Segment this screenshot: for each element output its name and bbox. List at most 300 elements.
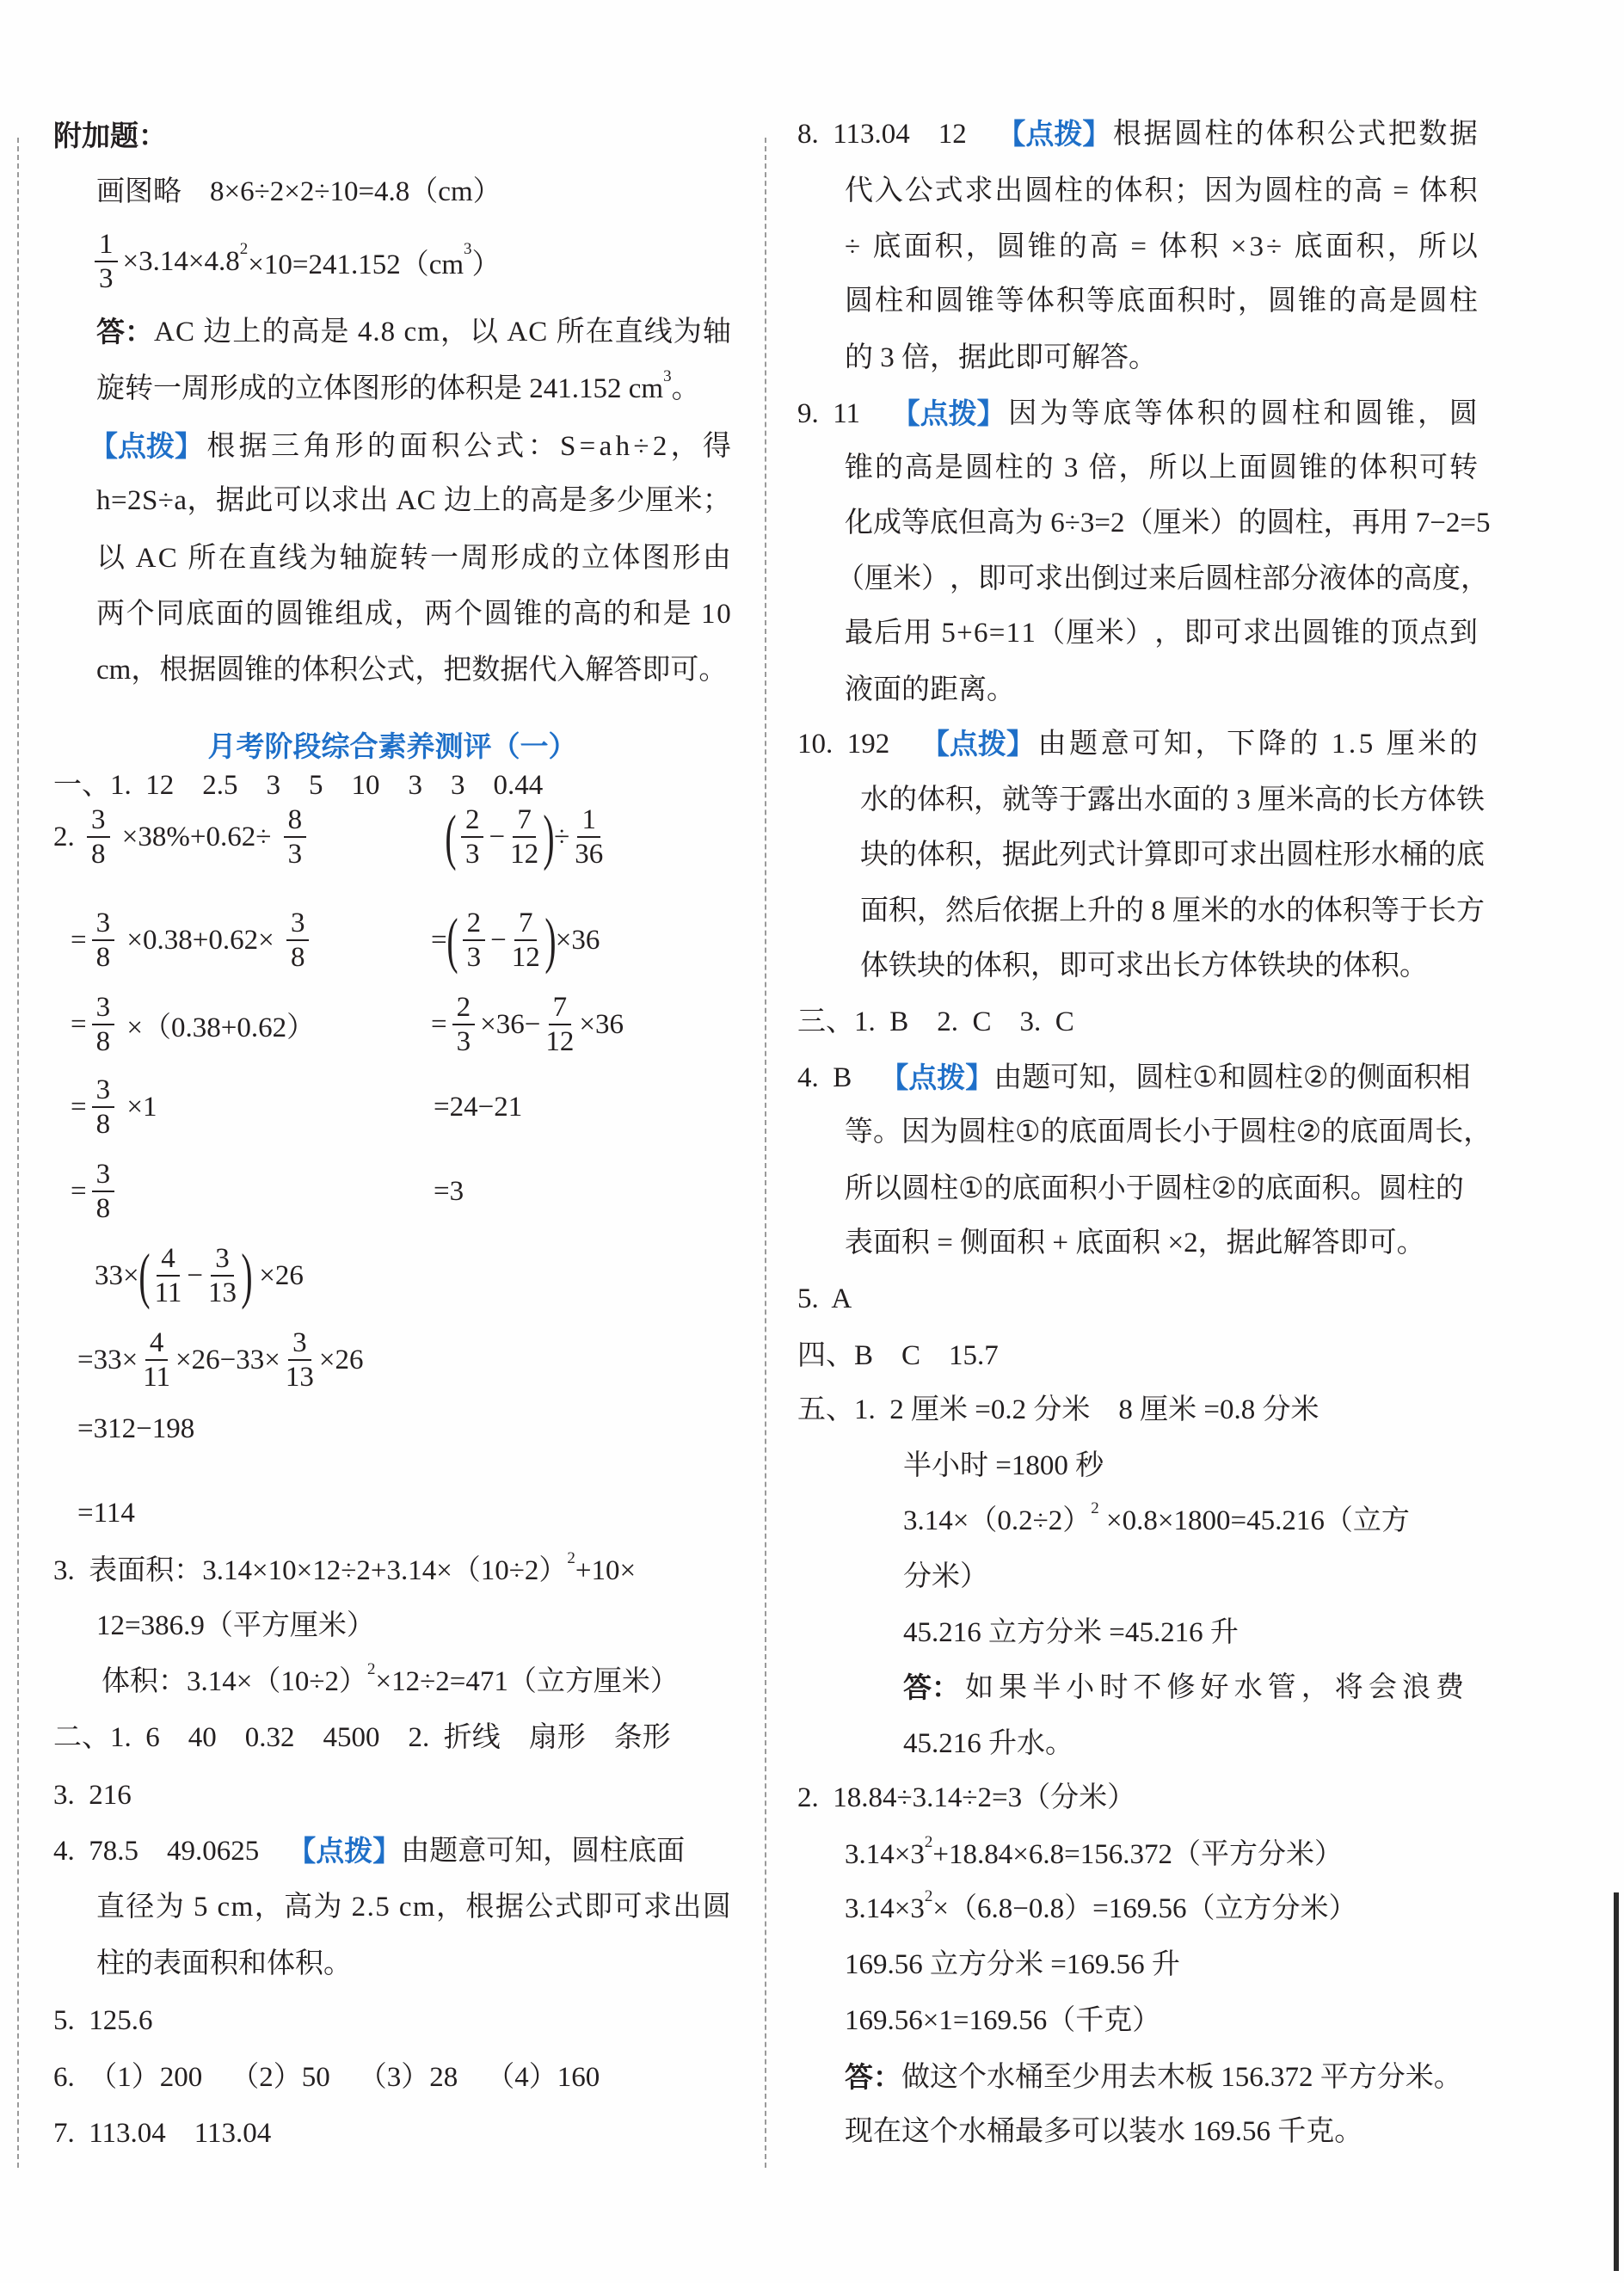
text-char: 柱 [1406, 1173, 1436, 1204]
numerator: 7 [513, 803, 536, 838]
bold-label: 答： [903, 1671, 960, 1703]
part2-q4-cont [96, 1888, 731, 1926]
text-char: ， [1387, 231, 1416, 262]
text-segment: 三、1. B 2. C 3. C [797, 1006, 1074, 1037]
text-char: 高 [1358, 286, 1387, 317]
part5-q1-cont [903, 1499, 1410, 1540]
text-char: 直 [96, 1892, 125, 1923]
denominator: 13 [208, 1277, 237, 1308]
text-char: 的 [1343, 785, 1371, 815]
text-char [350, 313, 357, 351]
fraction [143, 1326, 170, 1394]
superscript: 2 [924, 1833, 933, 1851]
fraction [92, 907, 115, 974]
text-char: 直 [248, 543, 277, 574]
text-char: 用 [1380, 508, 1409, 538]
q8-cont [845, 339, 1157, 377]
text-char: 圆 [958, 1117, 987, 1148]
line-content [53, 1832, 685, 1870]
text-char: ， [1418, 398, 1447, 429]
text-char: 来 [1148, 563, 1177, 594]
text-char: C [416, 485, 436, 516]
text-char [343, 1888, 350, 1926]
fraction [95, 228, 118, 295]
denominator: 8 [95, 1026, 111, 1057]
text-char: C [175, 317, 194, 348]
text-char: 厘 [1172, 895, 1201, 926]
text-segment: =24−21 [434, 1092, 523, 1123]
calc-line [95, 1233, 304, 1319]
text-segment: 五、1. 2 厘米 =0.2 分米 8 厘米 =0.8 分米 [797, 1394, 1320, 1425]
text-char: 米 [1201, 895, 1229, 926]
text-char: 锥 [1298, 286, 1327, 317]
text-char: 式 [1357, 119, 1387, 150]
part5-q2-answer [845, 2113, 1363, 2151]
text-char [126, 539, 133, 577]
text-char: 2 [1445, 508, 1461, 538]
text-char: h [96, 485, 111, 516]
q9 [797, 395, 1478, 433]
text-char: 出 [994, 175, 1024, 206]
text-char: m [412, 1892, 435, 1923]
text-segment: ） [471, 249, 501, 280]
line-content [96, 1607, 375, 1645]
text-char: 柱 [1291, 398, 1320, 429]
text-char: a [599, 431, 612, 462]
text-char: 液 [1319, 563, 1347, 594]
text-char: ， [1237, 286, 1266, 317]
bold-label: 附加题： [53, 120, 167, 151]
line-content [431, 907, 600, 974]
text-char: 米 [1181, 508, 1210, 538]
text-char: 线 [643, 317, 673, 348]
hint-line [96, 482, 731, 520]
text-char: 锥 [1386, 398, 1415, 429]
text-char: 如 [965, 1672, 994, 1703]
text-char: 的 [1229, 895, 1258, 926]
text-char [1409, 504, 1416, 542]
line-content [903, 1725, 1073, 1763]
text-char: 1 [1006, 618, 1021, 649]
line-content [89, 228, 501, 295]
text-char: 等 [995, 286, 1024, 317]
text-char: 圆 [1173, 119, 1203, 150]
text-char: 底 [1068, 1117, 1098, 1148]
text-segment: 4. 78.5 49.0625 [53, 1836, 288, 1867]
text-char: ， [394, 599, 423, 630]
text-char: 组 [335, 599, 364, 630]
text-char: 高 [1404, 563, 1432, 594]
text-char: 的 [543, 599, 572, 630]
text-char: A [396, 485, 417, 516]
text-char: A [154, 317, 175, 348]
line-content [845, 339, 1157, 377]
fraction [286, 1326, 314, 1394]
text-char: 面 [1378, 1117, 1407, 1148]
text-char: 厘 [1386, 729, 1415, 760]
text-char: 长 [1435, 1117, 1464, 1148]
text-char: 圆 [935, 286, 964, 317]
text-char: 分 [1290, 563, 1319, 594]
text-char: 以 [469, 317, 498, 348]
text-segment: +10× [575, 1555, 637, 1586]
text-char: 和 [1217, 1062, 1246, 1093]
text-char [1055, 449, 1062, 487]
text-char: 积 [1356, 231, 1385, 262]
text-segment: 二、1. 6 40 0.32 4500 2. 折线 扇形 条形 [53, 1722, 671, 1753]
text-char: ， [254, 1892, 283, 1923]
text-char: 积 [1389, 452, 1418, 483]
answer-line [96, 173, 501, 211]
text-char: 3 [1063, 452, 1079, 483]
text-char: 底 [1294, 231, 1323, 262]
text-char: . [366, 1892, 374, 1923]
text-char [1121, 228, 1128, 266]
text-char: 的 [366, 431, 396, 462]
line-content [860, 947, 1428, 985]
part5-q2-cont [845, 1887, 1357, 1928]
text-char: 形 [490, 543, 520, 574]
text-char: 将 [1334, 1672, 1363, 1703]
text-segment: = [71, 1008, 87, 1040]
hint-label: 【点拨】 [891, 397, 1006, 429]
text-char: 的 [1235, 119, 1264, 150]
text-char: 据 [1143, 119, 1172, 150]
line-content [903, 1558, 988, 1596]
text-char: 求 [643, 1892, 672, 1923]
text-segment: 45.216 升水。 [903, 1728, 1073, 1759]
text-char: A [135, 543, 157, 574]
line-content [77, 1494, 135, 1532]
text-char: 到 [1449, 618, 1478, 649]
text-char: 高 [904, 452, 933, 483]
text-char: 即 [584, 1892, 613, 1923]
part5-q1-answer [903, 1725, 1073, 1763]
text-segment: − [490, 924, 507, 956]
text-char: 式 [495, 431, 525, 462]
text-char: 锥 [965, 286, 994, 317]
text-char: 面 [1147, 286, 1176, 317]
text-char: 的 [1361, 618, 1390, 649]
text-char: c [403, 317, 417, 348]
text-segment: ×0.38+0.62× [120, 924, 281, 956]
hint-label: 【点拨】 [89, 430, 203, 462]
text-char: 5 [1476, 508, 1491, 538]
numerator: 3 [87, 803, 110, 838]
text-char: 柱 [1267, 1117, 1296, 1148]
text-char: 积 [1296, 119, 1326, 150]
denominator: 8 [95, 1193, 111, 1224]
line-content [53, 117, 167, 155]
text-char: 1 [1021, 618, 1036, 649]
text-char: 圆 [1301, 618, 1331, 649]
text-char: 柱 [875, 286, 904, 317]
text-char: 不 [1133, 1672, 1162, 1703]
line-content [77, 1326, 363, 1394]
text-char: 体 [1314, 895, 1343, 926]
text-char: 计 [1116, 840, 1144, 871]
text-char: （ [836, 563, 864, 594]
text-char: 代 [845, 175, 873, 206]
column-divider [765, 138, 766, 2168]
numerator: 3 [92, 907, 115, 941]
text-char [1144, 892, 1151, 930]
text-char: 算 [1144, 840, 1172, 871]
text-char: 于 [1210, 1117, 1240, 1148]
answer-line [96, 313, 731, 351]
text-char: 体 [1114, 175, 1143, 206]
text-segment: 4. B [797, 1062, 881, 1093]
text-char: 得 [703, 431, 731, 462]
denominator: 11 [154, 1277, 182, 1308]
text-char: 的 [501, 485, 530, 516]
text-char: 边 [203, 317, 232, 348]
text-char: 因 [1204, 175, 1233, 206]
text-segment: 体积：3.14×（10÷2） [102, 1666, 367, 1697]
text-char: 的 [874, 452, 903, 483]
line-content [446, 803, 608, 871]
text-char [692, 595, 699, 633]
text-char: 的 [1236, 1173, 1265, 1204]
text-char: 边 [443, 485, 472, 516]
text-char: 积 [1413, 1062, 1443, 1093]
text-char: 柱 [1449, 286, 1478, 317]
text-char: 厘 [864, 563, 893, 594]
text-char: 形 [335, 431, 364, 462]
text-char: m [231, 1892, 254, 1923]
text-char: 修 [1166, 1672, 1196, 1703]
text-segment: =312−198 [77, 1413, 195, 1444]
text-char: 圆 [1135, 1062, 1165, 1093]
text-char: 的 [1286, 895, 1314, 926]
text-char: 图 [642, 543, 671, 574]
text-segment: = [71, 1175, 87, 1207]
text-segment: ×36 [555, 924, 600, 956]
text-char: 角 [303, 431, 332, 462]
part2-q4 [53, 1832, 685, 1870]
text-char: 米 [1095, 618, 1124, 649]
text-char: 以 [1449, 231, 1478, 262]
text-char: 圆 [996, 231, 1025, 262]
line-content [434, 1172, 464, 1210]
text-char [863, 228, 870, 266]
text-char: （ [1124, 508, 1153, 538]
superscript: 3 [663, 367, 672, 385]
text-char [209, 1888, 216, 1926]
part3-q4-cont [845, 1170, 1464, 1208]
text-char: 题 [1069, 729, 1098, 760]
text-segment: 半小时 =1800 秒 [903, 1450, 1104, 1481]
text-char: 体 [1025, 286, 1055, 317]
part5-q1-cont [903, 1558, 988, 1596]
text-char: 圆 [1286, 840, 1314, 871]
calc-line [53, 794, 311, 880]
denominator: 36 [575, 839, 604, 870]
denominator: 3 [99, 263, 114, 294]
text-char: ， [1195, 729, 1224, 760]
text-segment: 3. 表面积：3.14×10×12÷2+3.14×（10÷2） [53, 1555, 568, 1586]
text-char: 的 [1058, 231, 1087, 262]
line-content [71, 1074, 157, 1141]
text-char: ） [1209, 508, 1239, 538]
text-char: 3 [1249, 231, 1264, 262]
text-char: 圆 [845, 286, 873, 317]
text-char: 时 [1099, 1672, 1129, 1703]
text-char: 即 [1172, 840, 1201, 871]
text-segment: = [431, 1008, 447, 1040]
text-char: 2 [351, 1892, 366, 1923]
text-segment: ×0.8×1800=45.216（立方 [1098, 1505, 1410, 1536]
part5-q2 [797, 1779, 1135, 1817]
text-char: 周 [1125, 1117, 1154, 1148]
scan-edge-mark [1614, 1892, 1619, 2271]
hint-label: 【点拨】 [880, 1062, 994, 1093]
numerator: 3 [92, 1158, 115, 1192]
text-char: 求 [1243, 618, 1272, 649]
text-char: 圆 [1267, 286, 1296, 317]
text-char: 成 [364, 599, 393, 630]
text-char: 体 [1166, 398, 1195, 429]
text-segment: 169.56 立方分米 =169.56 升 [845, 1949, 1180, 1980]
text-segment: 的 3 倍，据此即可解答。 [845, 342, 1157, 373]
text-char: 的 [1289, 729, 1319, 760]
text-char: 后 [974, 895, 1002, 926]
text-char: 相 [1442, 1062, 1471, 1093]
q8-cont [845, 172, 1478, 210]
text-char: ， [1463, 1117, 1492, 1148]
part2-q7 [53, 2114, 271, 2152]
text-char: ② [1295, 1117, 1322, 1148]
line-content [96, 367, 700, 408]
text-char [1149, 228, 1156, 266]
q9-cont [845, 671, 1015, 709]
text-char: 圆 [1269, 452, 1298, 483]
text-char: 厘 [1066, 618, 1095, 649]
part3-q1-3 [797, 1003, 1074, 1041]
text-segment: 画图略 8×6÷2×2÷10=4.8（cm） [96, 176, 501, 207]
denominator: 12 [545, 1026, 575, 1057]
text-char [389, 482, 396, 520]
text-char: 的 [551, 543, 580, 574]
big-paren: ) [543, 803, 555, 871]
text-char: 的 [1449, 729, 1478, 760]
text-char: 即 [1184, 618, 1213, 649]
part1-q3-cont [96, 1607, 375, 1645]
part5-q2-answer [845, 2058, 1462, 2096]
text-char: 积 [945, 840, 974, 871]
q9-cont [836, 560, 1489, 598]
section-title: 月考阶段综合素养测评（一） [207, 730, 577, 762]
text-char: 柱 [1204, 119, 1233, 150]
text-char: 等 [1086, 286, 1116, 317]
q10 [797, 725, 1478, 763]
text-char: 面 [903, 231, 932, 262]
text-char: 5 [193, 1892, 208, 1923]
calc-line [431, 982, 624, 1068]
text-char [1221, 228, 1227, 266]
text-char: 据 [495, 1892, 524, 1923]
text-char: 积 [1144, 175, 1173, 206]
text-char: 块 [860, 840, 889, 871]
text-segment: ×36− [480, 1008, 541, 1040]
text-segment: 四、B C 15.7 [797, 1340, 999, 1371]
text-char: ， [440, 317, 469, 348]
superscript: 2 [567, 1549, 575, 1567]
text-char: 的 [1040, 1117, 1069, 1148]
line-content [845, 1833, 1343, 1874]
text-char: 3 [1080, 508, 1095, 538]
text-segment: ×38%+0.62÷ [114, 821, 279, 852]
text-char: 式 [934, 175, 963, 206]
text-char: 顶 [1390, 618, 1419, 649]
line-content [903, 1614, 1239, 1652]
text-char: ÷ [845, 231, 861, 262]
line-content [797, 1391, 1319, 1429]
text-char: 0 [717, 599, 731, 630]
text-segment: 12=386.9（平方厘米） [96, 1610, 375, 1641]
text-char: 所 [188, 543, 217, 574]
text-char: 米 [893, 563, 921, 594]
text-segment: 45.216 立方分米 =45.216 升 [903, 1617, 1239, 1648]
text-char: ② [1302, 1062, 1329, 1093]
text-char: 圆 [1378, 1173, 1407, 1204]
text-char: 高 [987, 508, 1015, 538]
text-char: 由 [993, 1062, 1023, 1093]
text-char: 形 [672, 543, 701, 574]
part2-q3 [53, 1776, 132, 1814]
text-char: 倒 [1092, 563, 1120, 594]
text-char: 个 [453, 599, 483, 630]
text-char: 面 [1325, 231, 1354, 262]
text-char: 水 [860, 785, 889, 815]
big-paren: ( [446, 906, 458, 975]
line-content [431, 991, 624, 1058]
text-char: 的 [1228, 398, 1258, 429]
text-char: ② [1211, 1173, 1237, 1204]
text-char [1384, 172, 1391, 210]
fraction [92, 991, 115, 1058]
text-char: 的 [245, 599, 274, 630]
numerator: 3 [92, 991, 115, 1025]
text-char: 面 [1385, 1062, 1414, 1093]
text-char: 面 [1239, 452, 1268, 483]
text-char: ， [950, 563, 978, 594]
text-char: = [1094, 508, 1110, 538]
text-char: 的 [1328, 1062, 1357, 1093]
text-char: 转 [399, 543, 428, 574]
text-char: 高 [284, 1892, 313, 1923]
text-char: 厘 [1153, 508, 1182, 538]
text-char: 把 [1387, 119, 1417, 150]
numerator: 4 [145, 1326, 169, 1361]
text-char: ， [974, 785, 1002, 815]
text-segment: 2. [53, 821, 82, 852]
text-char: 积 [1196, 398, 1226, 429]
text-char: 小 [1097, 1173, 1126, 1204]
text-char: 出 [1116, 785, 1144, 815]
text-char: 出 [1258, 840, 1286, 871]
text-char: 求 [330, 485, 360, 516]
text-segment: =114 [77, 1498, 135, 1529]
bold-label: 答： [96, 316, 153, 348]
q10-cont [860, 892, 1485, 930]
text-char: 是 [662, 599, 692, 630]
text-segment: − [187, 1259, 204, 1291]
text-char: ÷ [1064, 508, 1080, 538]
text-char: 根 [206, 431, 236, 462]
q9-cont [845, 614, 1478, 652]
text-char: 的 [1024, 452, 1054, 483]
